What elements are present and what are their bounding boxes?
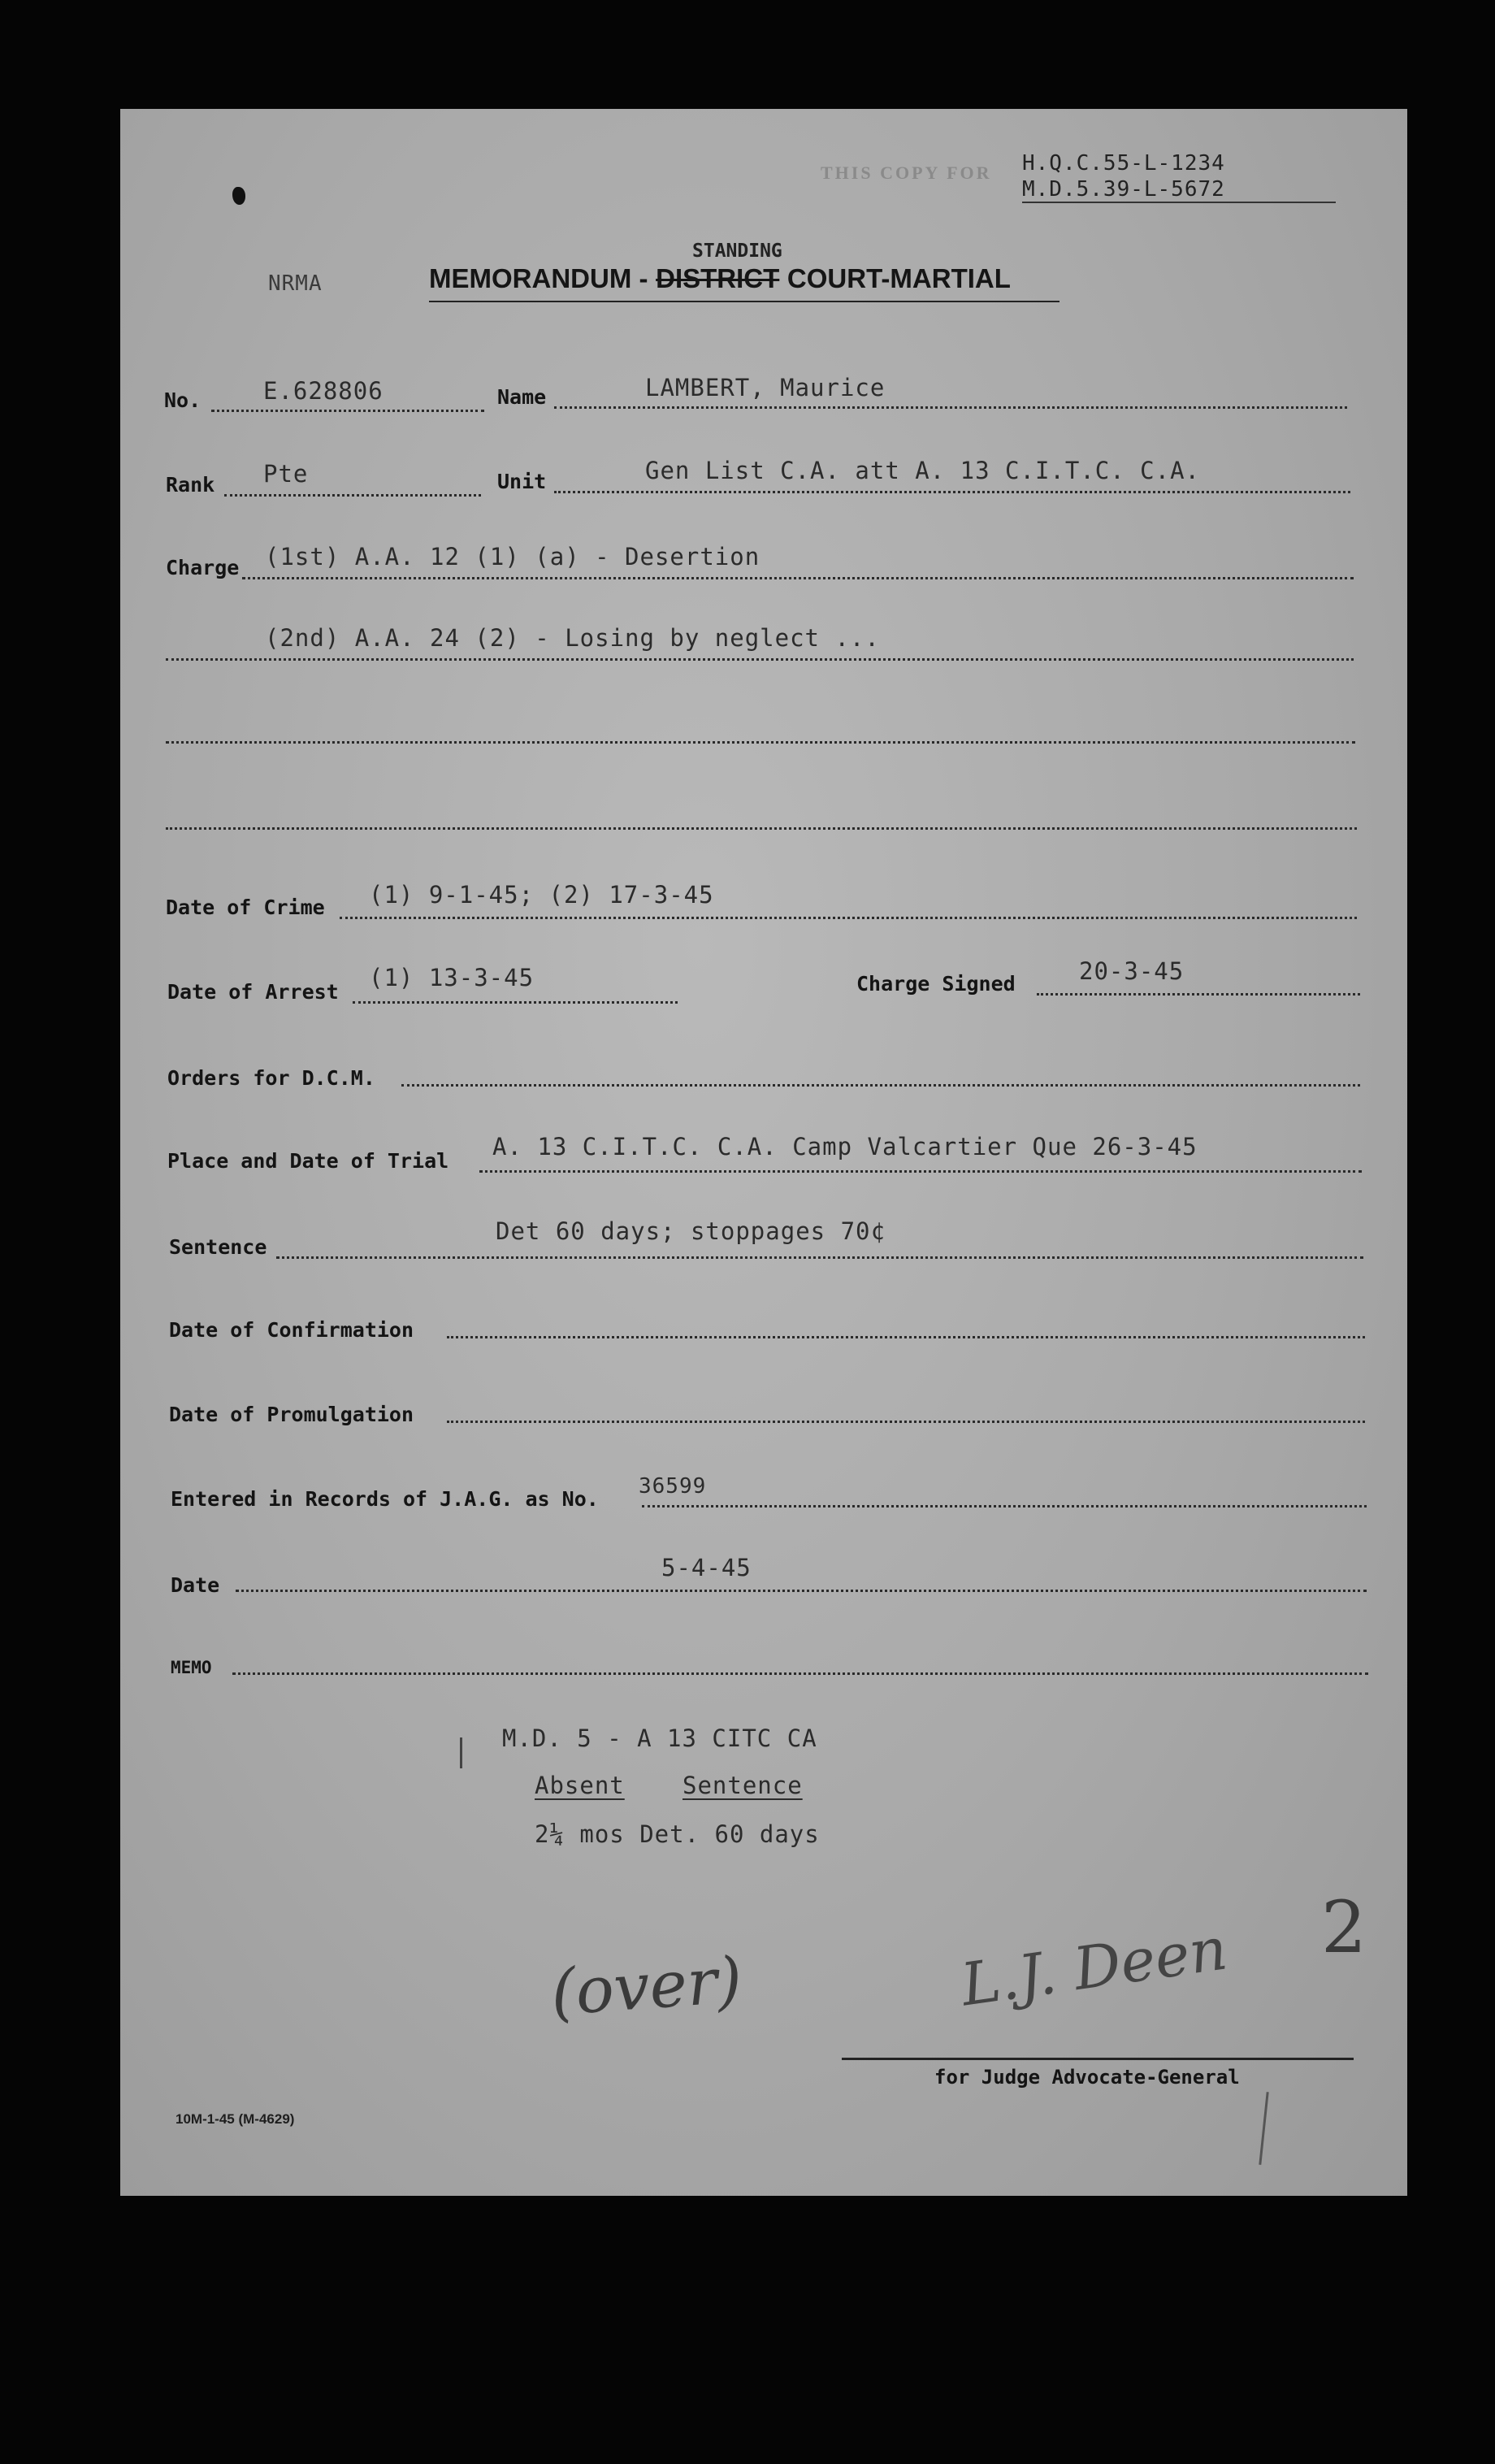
charge-value-1: (1st) A.A. 12 (1) (a) - Desertion bbox=[265, 543, 760, 570]
memo-label: MEMO bbox=[171, 1658, 212, 1677]
charge-value-2: (2nd) A.A. 24 (2) - Losing by neglect ... bbox=[265, 624, 880, 652]
charge-line-1 bbox=[242, 577, 1354, 579]
no-line bbox=[211, 410, 484, 412]
memo-note-sentence: 2¼ mos Det. 60 days bbox=[535, 1820, 820, 1848]
rank-label: Rank bbox=[166, 473, 215, 497]
unit-line bbox=[554, 491, 1350, 493]
title-underline bbox=[429, 301, 1060, 302]
orders-dcm-label: Orders for D.C.M. bbox=[167, 1066, 375, 1090]
title-struck-word: DISTRICT bbox=[656, 263, 780, 293]
handwritten-over-note: (over) bbox=[548, 1943, 745, 2031]
file-ref-md: M.D.5.39-L-5672 bbox=[1022, 177, 1225, 202]
title-inserted-word: STANDING bbox=[692, 241, 782, 262]
charge-label: Charge bbox=[166, 556, 240, 579]
charge-signed-value: 20-3-45 bbox=[1079, 957, 1185, 985]
title-suffix: COURT-MARTIAL bbox=[786, 263, 1011, 293]
promulgation-label: Date of Promulgation bbox=[169, 1403, 414, 1426]
date-of-arrest-line bbox=[353, 1001, 678, 1004]
no-label: No. bbox=[164, 388, 202, 412]
charge-line-2 bbox=[166, 658, 1354, 661]
watermark-text: THIS COPY FOR bbox=[821, 163, 992, 183]
charge-line-3 bbox=[166, 741, 1355, 744]
date-of-crime-value: (1) 9-1-45; (2) 17-3-45 bbox=[369, 881, 714, 909]
charge-signed-line bbox=[1037, 993, 1360, 996]
sentence-value: Det 60 days; stoppages 70¢ bbox=[496, 1217, 886, 1245]
signature-line bbox=[842, 2058, 1354, 2060]
pen-stroke bbox=[1259, 2092, 1268, 2165]
date-of-crime-label: Date of Crime bbox=[166, 896, 325, 919]
date-of-arrest-value: (1) 13-3-45 bbox=[369, 964, 535, 991]
date-value: 5-4-45 bbox=[661, 1554, 752, 1581]
memo-line bbox=[232, 1672, 1368, 1675]
no-value: E.628806 bbox=[263, 377, 384, 405]
confirmation-line bbox=[447, 1336, 1365, 1338]
date-of-arrest-label: Date of Arrest bbox=[167, 980, 339, 1004]
jag-records-label: Entered in Records of J.A.G. as No. bbox=[171, 1487, 599, 1511]
sentence-line bbox=[276, 1256, 1363, 1259]
trial-value: A. 13 C.I.T.C. C.A. Camp Valcartier Que 26-3-45 bbox=[492, 1133, 1198, 1160]
charge-line-4 bbox=[166, 827, 1357, 830]
memorandum-form bbox=[120, 109, 1407, 2196]
corner-underline bbox=[1022, 202, 1336, 203]
rank-line bbox=[224, 494, 481, 497]
unit-value: Gen List C.A. att A. 13 C.I.T.C. C.A. bbox=[645, 457, 1201, 484]
date-label: Date bbox=[171, 1573, 220, 1597]
punch-mark bbox=[232, 187, 245, 205]
memo-note-unit: M.D. 5 - A 13 CITC CA bbox=[502, 1724, 817, 1752]
unit-label: Unit bbox=[497, 470, 547, 493]
jag-records-line bbox=[642, 1505, 1367, 1507]
name-value: LAMBERT, Maurice bbox=[645, 374, 886, 401]
orders-dcm-line bbox=[401, 1084, 1360, 1087]
trial-line bbox=[479, 1170, 1362, 1173]
sentence-label: Sentence bbox=[169, 1235, 267, 1259]
memo-col-absent: Absent bbox=[535, 1772, 625, 1799]
name-line bbox=[554, 406, 1347, 409]
file-ref-hq: H.Q.C.55-L-1234 bbox=[1022, 151, 1225, 176]
memo-col-sentence: Sentence bbox=[682, 1772, 803, 1799]
charge-signed-label: Charge Signed bbox=[856, 972, 1016, 996]
date-of-crime-line bbox=[340, 917, 1357, 919]
name-label: Name bbox=[497, 385, 547, 409]
signatory-caption: for Judge Advocate-General bbox=[934, 2066, 1240, 2089]
memo-margin-tick bbox=[460, 1737, 462, 1768]
handwritten-page-number: 2 bbox=[1321, 1885, 1367, 1969]
date-line bbox=[236, 1590, 1367, 1592]
title-prefix: MEMORANDUM - bbox=[429, 263, 648, 293]
corner-code: NRMA bbox=[268, 271, 323, 296]
promulgation-line bbox=[447, 1421, 1365, 1423]
confirmation-label: Date of Confirmation bbox=[169, 1318, 414, 1342]
form-code: 10M-1-45 (M-4629) bbox=[176, 2111, 295, 2127]
trial-label: Place and Date of Trial bbox=[167, 1149, 449, 1173]
page-title bbox=[429, 263, 1011, 294]
jag-records-value: 36599 bbox=[639, 1474, 707, 1499]
handwritten-signature: L.J. Deen bbox=[956, 1914, 1232, 2019]
rank-value: Pte bbox=[263, 460, 309, 488]
